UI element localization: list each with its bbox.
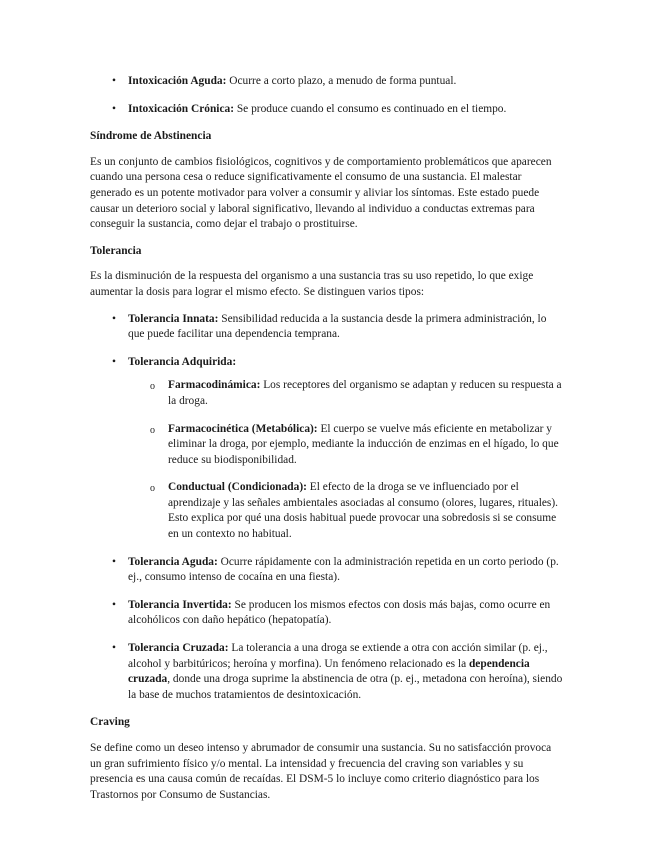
definition: Ocurre rápidamente con la administración repetida en un corto periodo (p. ej., consumo intenso de cocaína en una fiesta). <box>128 555 559 584</box>
bullet-icon: • <box>112 642 116 655</box>
list-item-intox-cronica <box>90 102 565 118</box>
paragraph-craving: Se define como un deseo intenso y abrumador de consumir una sustancia. Su no satisfacción provoca un gran sufrimiento físico y/o mental. La intensidad y frecuencia del craving son variables y su presencia es una causa común de recaídas. El DSM-5 lo incluye como criterio diagnóstico para los Trastornos por Consumo de Sustancias. <box>90 742 552 801</box>
bullet-icon: • <box>112 75 116 87</box>
term: Tolerancia Innata: <box>128 312 219 325</box>
term: Conductual (Condicionada): <box>168 481 307 494</box>
list-item-tol-invertida <box>90 598 565 629</box>
hollow-bullet-icon: o <box>150 424 155 436</box>
term: Intoxicación Aguda: <box>128 75 227 87</box>
term: Tolerancia Adquirida: <box>128 355 237 368</box>
definition: El efecto de la droga se ve influenciado por el aprendizaje y las señales ambientales asociadas al consumo (olores, lugares, rituales). Esto explica por qué una dosis habitual puede provocar una sobredosis si se consume en un contexto no habitual. <box>168 481 558 541</box>
definition: Se producen los mismos efectos con dosis más bajas, como ocurre en alcohólicos con daño hepático (hepatopatía). <box>128 598 551 627</box>
list-item-tol-adquirida <box>90 355 565 543</box>
definition: La tolerancia a una droga se extiende a otra con acción similar (p. ej., alcohol y barbitúricos; heroína y morfina). Un fenómeno relacionado es la <box>128 642 548 670</box>
definition: Se produce cuando el consumo es continuado en el tiempo. <box>234 102 507 115</box>
definition: El cuerpo se vuelve más eficiente en metabolizar y eliminar la droga, por ejemplo, mediante la inducción de enzimas en el hígado, lo que reduce su biodisponibilidad. <box>168 422 559 466</box>
definition: Los receptores del organismo se adaptan y reducen su respuesta a la droga. <box>168 379 562 407</box>
term: Farmacocinética (Metabólica): <box>168 422 318 435</box>
term: Tolerancia Cruzada: <box>128 642 229 655</box>
sublist-item-farmacodinamica <box>90 378 565 409</box>
bullet-icon: • <box>112 355 116 368</box>
acquired-sublist <box>128 378 565 542</box>
definition: Sensibilidad reducida a la sustancia desde la primera administración, lo que puede facilitar una dependencia temprana. <box>128 312 547 341</box>
intoxication-list <box>90 74 565 117</box>
sublist-item-conductual <box>90 480 565 542</box>
list-item-tol-innata <box>90 312 565 343</box>
list-item-tol-cruzada <box>90 641 565 703</box>
paragraph-tolerancia: Es la disminución de la respuesta del organismo a una sustancia tras su uso repetido, lo que exige aumentar la dosis para lograr el mismo efecto. Se distinguen varios tipos: <box>90 270 534 298</box>
bullet-icon: • <box>112 102 116 115</box>
term: Tolerancia Invertida: <box>128 598 232 611</box>
bullet-icon: • <box>112 598 116 611</box>
heading-abstinencia: Síndrome de Abstinencia <box>90 130 212 143</box>
term: Intoxicación Crónica: <box>128 102 234 115</box>
hollow-bullet-icon: o <box>150 483 155 495</box>
document-content <box>90 74 565 814</box>
tolerance-list <box>90 312 565 704</box>
heading-tolerancia: Tolerancia <box>90 244 142 257</box>
term-dependencia-cruzada: dependencia cruzada <box>128 657 530 686</box>
heading-craving: Craving <box>90 716 130 729</box>
sublist-item-farmacocinetica <box>90 422 565 469</box>
paragraph-abstinencia: Es un conjunto de cambios fisiológicos, cognitivos y de comportamiento problemáticos que aparecen cuando una persona cesa o reduce significativamente el consumo de una sustancia. El malestar generado es un potente motivador para volver a consumir y aliviar los síntomas. Este estado puede causar un deterioro social y laboral significativo, llevando al individuo a conductas extremas para conseguir la sustancia, como dejar el trabajo o prostituirse. <box>90 155 552 231</box>
list-item-tol-aguda <box>90 555 565 586</box>
hollow-bullet-icon: o <box>150 381 155 393</box>
bullet-icon: • <box>112 555 116 568</box>
term: Farmacodinámica: <box>168 379 261 392</box>
definition-continued: , donde una droga suprime la abstinencia de otra (p. ej., metadona con heroína), siendo la base de muchos tratamientos de desintoxicación. <box>128 673 563 701</box>
definition: Ocurre a corto plazo, a menudo de forma puntual. <box>226 75 457 87</box>
bullet-icon: • <box>112 312 116 325</box>
list-item-intox-aguda <box>90 74 565 90</box>
term: Tolerancia Aguda: <box>128 555 218 568</box>
